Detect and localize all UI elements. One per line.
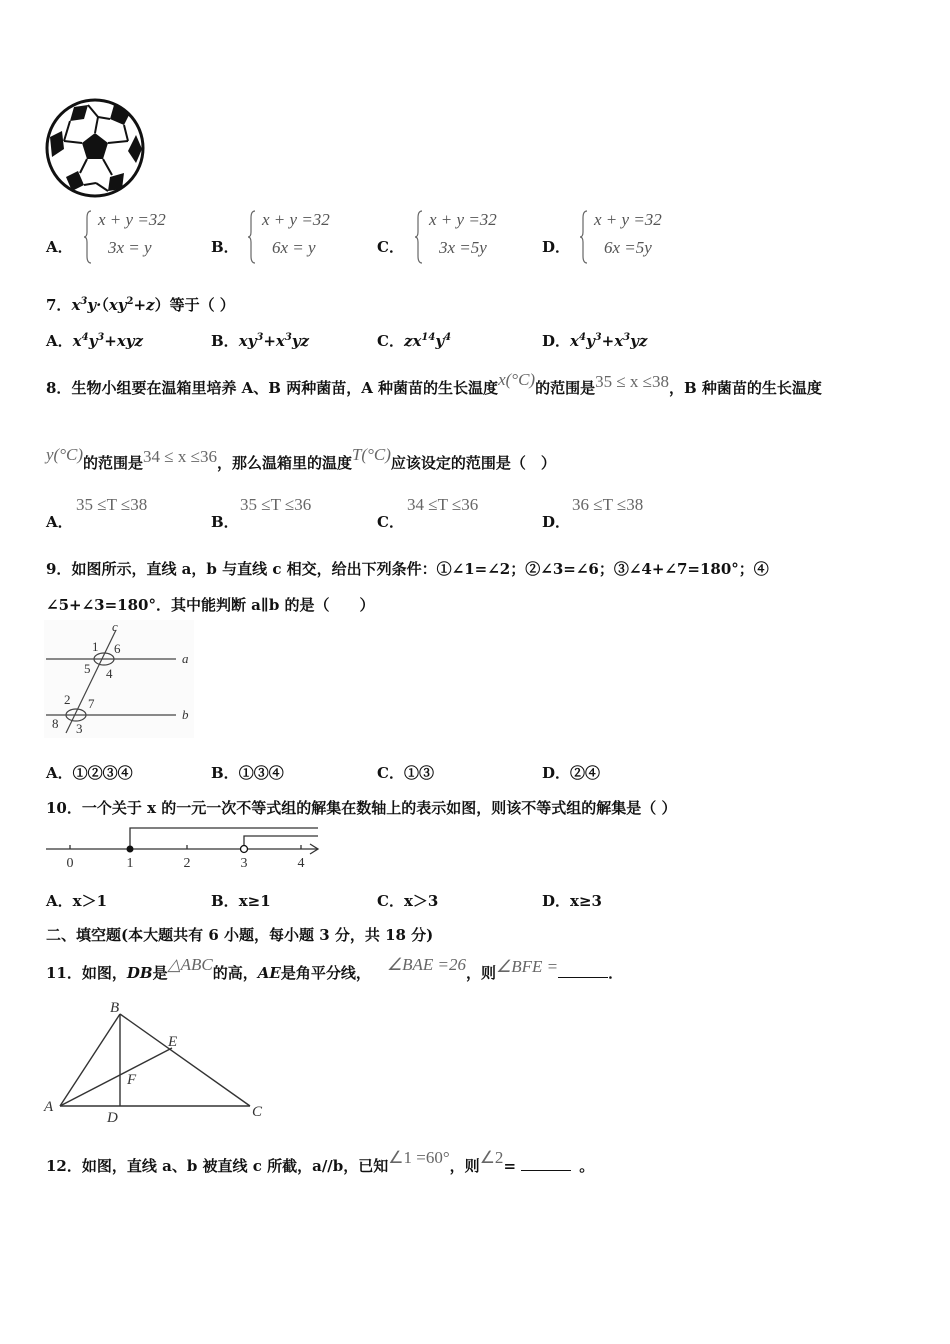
q8-stem-line1: 8．生物小组要在温箱里培养 A、B 两种菌苗，A 种菌苗的生长温度x(°C)的范围是35 ≤ x ≤38，B 种菌苗的生长温度 — [46, 370, 822, 397]
q6-option-a-letter[interactable]: A． — [46, 238, 73, 256]
q10-tick-1: 1 — [126, 856, 134, 871]
q9-label-b: b — [182, 707, 189, 722]
q9-figure — [44, 620, 194, 738]
q7-option-a[interactable]: A．$x^4y^3+xyz$ — [46, 332, 143, 350]
q6-option-c-letter[interactable]: C． — [377, 238, 404, 256]
q8-stem-line2: y(°C)的范围是34 ≤ x ≤36，那么温箱里的温度T(°C)应该设定的范围是（ ） — [46, 445, 556, 472]
q9-label-c: c — [112, 620, 118, 634]
q8-x-temp: x(°C) — [498, 370, 536, 389]
q8-option-d-letter[interactable]: D． — [542, 513, 571, 531]
q8-y-temp: y(°C) — [46, 445, 84, 464]
q6-option-d-letter[interactable]: D． — [542, 238, 571, 256]
q11-angle-bae: ∠BAE =26 — [386, 955, 467, 974]
q9-label-2: 2 — [64, 692, 71, 707]
q9-stem-line2: ∠5+∠3=180°．其中能判断 a∥b 的是（ ） — [46, 596, 375, 614]
q7-option-d[interactable]: D．$x^4y^3+x^3yz$ — [542, 332, 648, 350]
q10-stem: 10．一个关于 x 的一元一次不等式组的解集在数轴上的表示如图，则该不等式组的解集是（ ） — [46, 799, 677, 817]
q11-stem: 11．如图，DB是△ABC的高，AE是角平分线， ∠BAE =26，则∠BFE = ． — [46, 955, 624, 982]
q9-label-6: 6 — [114, 641, 121, 656]
q9-label-4: 4 — [106, 666, 113, 681]
section2-title: 二、填空题(本大题共有 6 小题，每小题 3 分，共 18 分) — [46, 926, 434, 944]
q7-option-c[interactable]: C．$zx^{14}y^4$ — [377, 332, 452, 350]
q9-label-5: 5 — [84, 661, 91, 676]
q11-triangle: △ABC — [167, 955, 213, 974]
q7-option-b[interactable]: B．$xy^3+x^3yz$ — [211, 332, 310, 350]
q12-angle2: ∠2 — [479, 1148, 504, 1167]
q10-option-d[interactable]: D．x≥3 — [542, 892, 602, 910]
q8-range-x: 35 ≤ x ≤38 — [595, 372, 670, 391]
q11-label-f: F — [127, 1072, 137, 1088]
q8-option-c-expr[interactable]: 34 ≤T ≤36 — [407, 495, 479, 514]
q11-label-c: C — [252, 1104, 263, 1120]
q8-range-y: 34 ≤ x ≤36 — [143, 447, 217, 466]
q9-label-7: 7 — [88, 696, 95, 711]
q12-stem: 12．如图，直线 a、b 被直线 c 所截，a//b，已知∠1 =60°，则∠2= 。 — [46, 1148, 595, 1175]
q10-option-a[interactable]: A．x＞1 — [46, 892, 108, 910]
q9-stem-line1: 9．如图所示，直线 a，b 与直线 c 相交，给出下列条件：①∠1=∠2；②∠3=∠6；③∠4+∠7=180°；④ — [46, 560, 769, 578]
q10-tick-0: 0 — [66, 856, 74, 871]
q8-option-d-expr[interactable]: 36 ≤T ≤38 — [572, 495, 644, 514]
q8-option-a-expr[interactable]: 35 ≤T ≤38 — [76, 495, 148, 514]
q7-text: 等于（ ） — [169, 296, 235, 314]
q7-stem: 7．$x^3y\cdot(xy^2+z)$等于（ ） — [46, 296, 235, 314]
q11-label-b: B — [110, 1000, 120, 1016]
q9-label-a: a — [182, 651, 189, 666]
soccer-ball-image — [44, 97, 146, 199]
q8-option-a-letter[interactable]: A． — [46, 513, 73, 531]
q12-angle1: ∠1 =60° — [388, 1148, 450, 1167]
q9-label-1: 1 — [92, 639, 99, 654]
q11-label-e: E — [168, 1034, 178, 1050]
q11-label-a: A — [44, 1099, 54, 1115]
q11-angle-bfe: ∠BFE = — [496, 957, 559, 976]
q9-option-c[interactable]: C．①③ — [377, 764, 434, 782]
q10-option-c[interactable]: C．x＞3 — [377, 892, 439, 910]
q11-triangle-figure — [40, 998, 272, 1128]
q9-label-3: 3 — [76, 721, 83, 736]
q8-option-b-expr[interactable]: 35 ≤T ≤36 — [240, 495, 312, 514]
q12-answer-blank[interactable] — [521, 1158, 571, 1171]
q9-option-a[interactable]: A．①②③④ — [46, 764, 133, 782]
q10-number-line — [44, 822, 326, 872]
q10-option-b[interactable]: B．x≥1 — [211, 892, 271, 910]
q10-tick-3: 3 — [240, 856, 248, 871]
q9-option-d[interactable]: D．②④ — [542, 764, 601, 782]
q10-tick-2: 2 — [183, 856, 191, 871]
q9-label-8: 8 — [52, 716, 59, 731]
q7-expression: $x^3y\cdot$ — [71, 296, 102, 314]
q11-answer-blank[interactable] — [558, 965, 608, 978]
q8-option-c-letter[interactable]: C． — [377, 513, 404, 531]
q10-tick-4: 4 — [297, 856, 305, 871]
q6-option-b-letter[interactable]: B． — [211, 238, 239, 256]
q9-option-b[interactable]: B．①③④ — [211, 764, 284, 782]
q8-option-b-letter[interactable]: B． — [211, 513, 239, 531]
q8-t-temp: T(°C) — [351, 445, 391, 464]
q7-number: 7． — [46, 296, 72, 314]
q11-label-d: D — [107, 1110, 118, 1126]
